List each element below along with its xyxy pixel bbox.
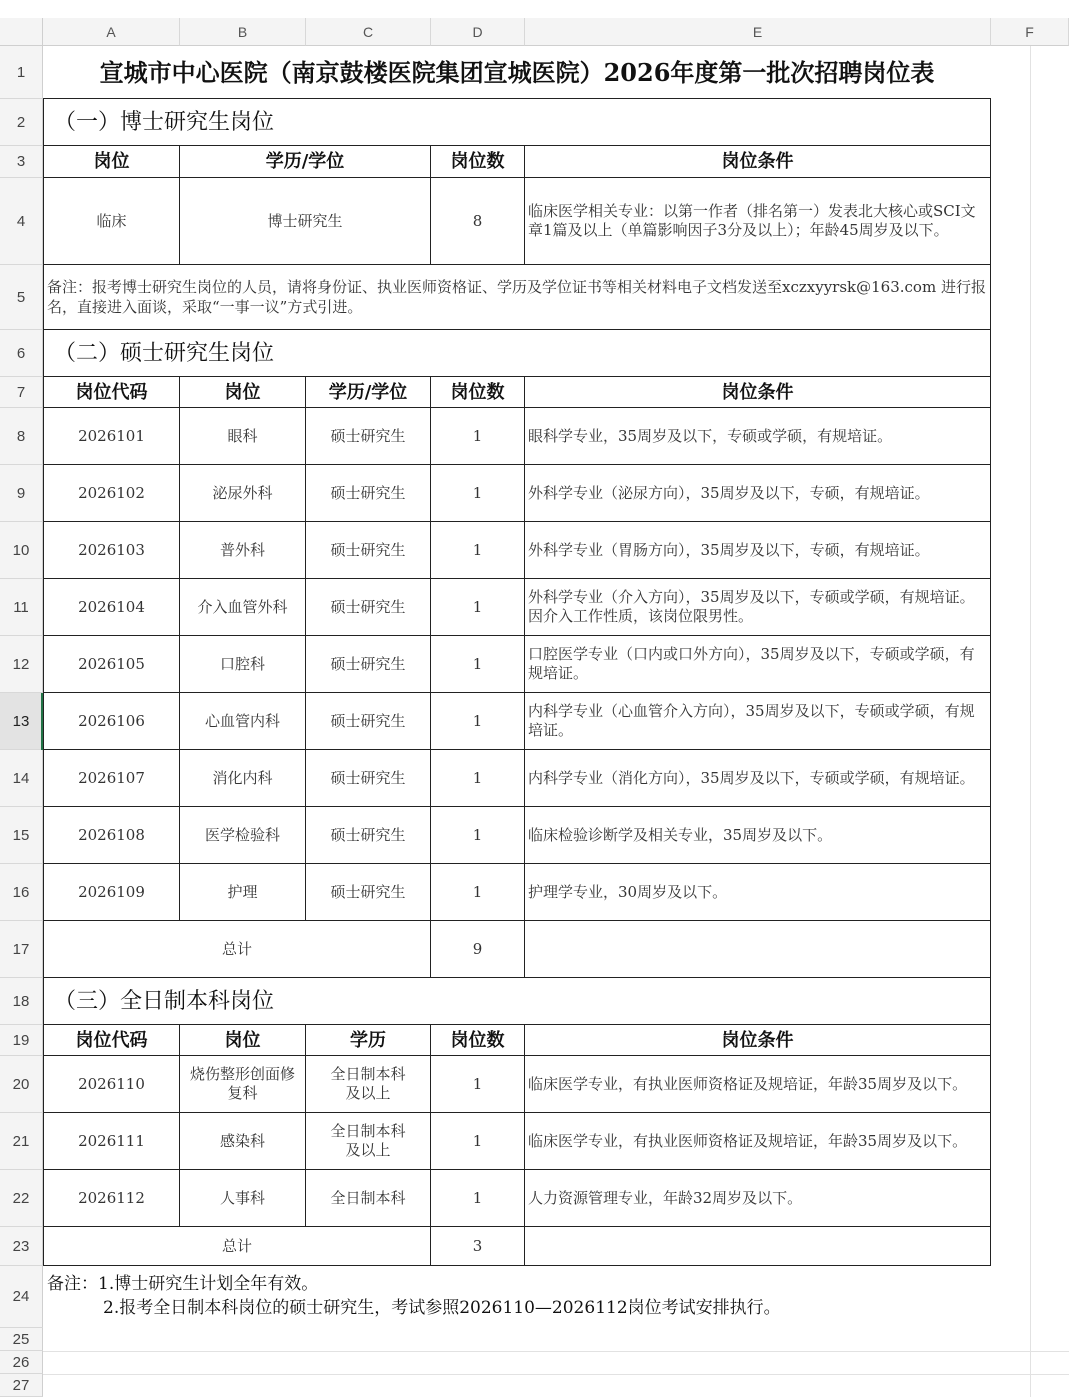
remarks-block[interactable]: [47, 1272, 987, 1326]
row-header-12[interactable]: 12: [0, 636, 43, 693]
bachelor-count-cell[interactable]: 1: [431, 1170, 525, 1227]
masters-education-cell[interactable]: 硕士研究生: [306, 807, 431, 864]
masters-header-count[interactable]: 岗位数: [431, 377, 525, 408]
masters-education-cell[interactable]: 硕士研究生: [306, 408, 431, 465]
row-header-2[interactable]: 2: [0, 99, 43, 146]
masters-position-cell[interactable]: 护理: [180, 864, 306, 921]
row-header-1[interactable]: 1: [0, 46, 43, 99]
bachelor-position-cell[interactable]: 人事科: [180, 1170, 306, 1227]
masters-header-code[interactable]: 岗位代码: [43, 377, 180, 408]
row-header-4[interactable]: 4: [0, 178, 43, 265]
doctoral-conditions-cell[interactable]: 临床医学相关专业：以第一作者（排名第一）发表北大核心或SCI文章1篇及以上（单篇影响因子3分及以上）；年龄45周岁及以下。: [525, 178, 991, 265]
masters-code-cell[interactable]: 2026102: [43, 465, 180, 522]
bachelor-header-position[interactable]: 岗位: [180, 1025, 306, 1056]
row-header-25[interactable]: 25: [0, 1328, 43, 1351]
masters-total-value[interactable]: 9: [431, 921, 525, 978]
doctoral-count-cell[interactable]: 8: [431, 178, 525, 265]
bachelor-header-education[interactable]: 学历: [306, 1025, 431, 1056]
row-header-23[interactable]: 23: [0, 1227, 43, 1266]
bachelor-header-count[interactable]: 岗位数: [431, 1025, 525, 1056]
masters-header-conditions[interactable]: 岗位条件: [525, 377, 991, 408]
masters-code-cell[interactable]: 2026109: [43, 864, 180, 921]
bachelor-code-cell[interactable]: 2026110: [43, 1056, 180, 1113]
masters-code-cell[interactable]: 2026105: [43, 636, 180, 693]
masters-position-cell[interactable]: 医学检验科: [180, 807, 306, 864]
doctoral-header-position[interactable]: 岗位: [43, 146, 180, 178]
bachelor-position-cell[interactable]: 感染科: [180, 1113, 306, 1170]
masters-code-cell[interactable]: 2026108: [43, 807, 180, 864]
masters-education-cell[interactable]: 硕士研究生: [306, 636, 431, 693]
masters-count-cell[interactable]: 1: [431, 522, 525, 579]
bachelor-conditions-cell[interactable]: 临床医学专业，有执业医师资格证及规培证，年龄35周岁及以下。: [525, 1113, 991, 1170]
masters-count-cell[interactable]: 1: [431, 465, 525, 522]
masters-count-cell[interactable]: 1: [431, 750, 525, 807]
masters-code-cell[interactable]: 2026104: [43, 579, 180, 636]
masters-education-cell[interactable]: 硕士研究生: [306, 693, 431, 750]
bachelor-code-cell[interactable]: 2026111: [43, 1113, 180, 1170]
column-header-e[interactable]: E: [525, 18, 991, 46]
masters-position-cell[interactable]: 普外科: [180, 522, 306, 579]
row-header-18[interactable]: 18: [0, 978, 43, 1025]
bachelor-education-cell[interactable]: 全日制本科: [306, 1170, 431, 1227]
bachelor-education-cell[interactable]: 全日制本科及以上: [306, 1056, 431, 1113]
bachelor-total-empty[interactable]: [525, 1227, 991, 1266]
row-header-11[interactable]: 11: [0, 579, 43, 636]
bachelor-education-cell[interactable]: 全日制本科及以上: [306, 1113, 431, 1170]
bachelor-total-value[interactable]: 3: [431, 1227, 525, 1266]
bachelor-conditions-cell[interactable]: 人力资源管理专业，年龄32周岁及以下。: [525, 1170, 991, 1227]
masters-position-cell[interactable]: 介入血管外科: [180, 579, 306, 636]
row-header-27[interactable]: 27: [0, 1374, 43, 1397]
masters-count-cell[interactable]: 1: [431, 408, 525, 465]
masters-count-cell[interactable]: 1: [431, 864, 525, 921]
column-header-a[interactable]: A: [43, 18, 180, 46]
gridline: [43, 1351, 1069, 1352]
bachelor-count-cell[interactable]: 1: [431, 1056, 525, 1113]
bachelor-conditions-cell[interactable]: 临床医学专业，有执业医师资格证及规培证，年龄35周岁及以下。: [525, 1056, 991, 1113]
masters-conditions-cell[interactable]: 内科学专业（心血管介入方向），35周岁及以下，专硕或学硕，有规培证。: [525, 693, 991, 750]
row-header-7[interactable]: 7: [0, 377, 43, 408]
masters-education-cell[interactable]: 硕士研究生: [306, 579, 431, 636]
active-row-indicator: [41, 693, 43, 750]
masters-conditions-cell[interactable]: 外科学专业（胃肠方向），35周岁及以下，专硕，有规培证。: [525, 522, 991, 579]
row-header-19[interactable]: 19: [0, 1025, 43, 1056]
masters-education-cell[interactable]: 硕士研究生: [306, 465, 431, 522]
remark-line-2: 2.报考全日制本科岗位的硕士研究生，考试参照2026110—2026112岗位考试安排执行。: [103, 1298, 781, 1318]
row-header-17[interactable]: 17: [0, 921, 43, 978]
row-header-8[interactable]: 8: [0, 408, 43, 465]
row-header-3[interactable]: 3: [0, 146, 43, 178]
masters-count-cell[interactable]: 1: [431, 636, 525, 693]
row-header-13[interactable]: 13: [0, 693, 43, 750]
row-header-9[interactable]: 9: [0, 465, 43, 522]
doctoral-header-count[interactable]: 岗位数: [431, 146, 525, 178]
section-heading-bachelor[interactable]: （三）全日制本科岗位: [43, 978, 991, 1025]
masters-conditions-cell[interactable]: 护理学专业，30周岁及以下。: [525, 864, 991, 921]
section-heading-masters[interactable]: （二）硕士研究生岗位: [43, 330, 991, 377]
masters-education-cell[interactable]: 硕士研究生: [306, 750, 431, 807]
column-header-c[interactable]: C: [306, 18, 431, 46]
row-header-16[interactable]: 16: [0, 864, 43, 921]
masters-position-cell[interactable]: 口腔科: [180, 636, 306, 693]
bachelor-code-cell[interactable]: 2026112: [43, 1170, 180, 1227]
masters-conditions-cell[interactable]: 外科学专业（泌尿方向），35周岁及以下，专硕，有规培证。: [525, 465, 991, 522]
row-header-22[interactable]: 22: [0, 1170, 43, 1227]
masters-code-cell[interactable]: 2026107: [43, 750, 180, 807]
masters-position-cell[interactable]: 眼科: [180, 408, 306, 465]
row-header-20[interactable]: 20: [0, 1056, 43, 1113]
masters-education-cell[interactable]: 硕士研究生: [306, 522, 431, 579]
row-header-10[interactable]: 10: [0, 522, 43, 579]
doctoral-header-education[interactable]: 学历/学位: [180, 146, 431, 178]
doctoral-note-cell[interactable]: 备注：报考博士研究生岗位的人员，请将身份证、执业医师资格证、学历及学位证书等相关材料电子文档发送至xczxyyrsk@163.com 进行报名，直接进入面谈，采取“一事一议”方式引进。: [43, 265, 991, 330]
masters-header-position[interactable]: 岗位: [180, 377, 306, 408]
masters-conditions-cell[interactable]: 眼科学专业，35周岁及以下，专硕或学硕，有规培证。: [525, 408, 991, 465]
bachelor-position-cell[interactable]: 烧伤整形创面修复科: [180, 1056, 306, 1113]
sheet-title[interactable]: 宣城市中心医院（南京鼓楼医院集团宣城医院）2026年度第一批次招聘岗位表: [43, 46, 991, 99]
doctoral-header-conditions[interactable]: 岗位条件: [525, 146, 991, 178]
doctoral-education-cell[interactable]: 博士研究生: [180, 178, 431, 265]
row-header-14[interactable]: 14: [0, 750, 43, 807]
column-header-f[interactable]: F: [991, 18, 1069, 46]
masters-conditions-cell[interactable]: 外科学专业（介入方向），35周岁及以下，专硕或学硕，有规培证。因介入工作性质，该岗位限男性。: [525, 579, 991, 636]
masters-count-cell[interactable]: 1: [431, 579, 525, 636]
masters-conditions-cell[interactable]: 口腔医学专业（口内或口外方向），35周岁及以下，专硕或学硕，有规培证。: [525, 636, 991, 693]
masters-position-cell[interactable]: 心血管内科: [180, 693, 306, 750]
bachelor-total-label[interactable]: 总计: [43, 1227, 431, 1266]
masters-education-cell[interactable]: 硕士研究生: [306, 864, 431, 921]
doctoral-position-cell[interactable]: 临床: [43, 178, 180, 265]
gridline: [43, 1374, 1069, 1375]
column-header-b[interactable]: B: [180, 18, 306, 46]
row-header-21[interactable]: 21: [0, 1113, 43, 1170]
row-header-5[interactable]: 5: [0, 265, 43, 330]
masters-code-cell[interactable]: 2026103: [43, 522, 180, 579]
masters-count-cell[interactable]: 1: [431, 693, 525, 750]
bachelor-header-conditions[interactable]: 岗位条件: [525, 1025, 991, 1056]
masters-count-cell[interactable]: 1: [431, 807, 525, 864]
row-header-26[interactable]: 26: [0, 1351, 43, 1374]
row-header-15[interactable]: 15: [0, 807, 43, 864]
remark-line-1: 备注：1.博士研究生计划全年有效。: [47, 1274, 319, 1294]
masters-conditions-cell[interactable]: 临床检验诊断学及相关专业，35周岁及以下。: [525, 807, 991, 864]
column-header-d[interactable]: D: [431, 18, 525, 46]
masters-position-cell[interactable]: 泌尿外科: [180, 465, 306, 522]
masters-conditions-cell[interactable]: 内科学专业（消化方向），35周岁及以下，专硕或学硕，有规培证。: [525, 750, 991, 807]
bachelor-count-cell[interactable]: 1: [431, 1113, 525, 1170]
masters-total-empty[interactable]: [525, 921, 991, 978]
masters-position-cell[interactable]: 消化内科: [180, 750, 306, 807]
row-header-6[interactable]: 6: [0, 330, 43, 377]
section-heading-doctoral[interactable]: （一）博士研究生岗位: [43, 99, 991, 146]
gridline: [1030, 46, 1031, 1397]
masters-header-education[interactable]: 学历/学位: [306, 377, 431, 408]
masters-code-cell[interactable]: 2026101: [43, 408, 180, 465]
select-all-corner[interactable]: [0, 18, 43, 46]
bachelor-header-code[interactable]: 岗位代码: [43, 1025, 180, 1056]
row-header-24[interactable]: 24: [0, 1266, 43, 1328]
masters-code-cell[interactable]: 2026106: [43, 693, 180, 750]
masters-total-label[interactable]: 总计: [43, 921, 431, 978]
